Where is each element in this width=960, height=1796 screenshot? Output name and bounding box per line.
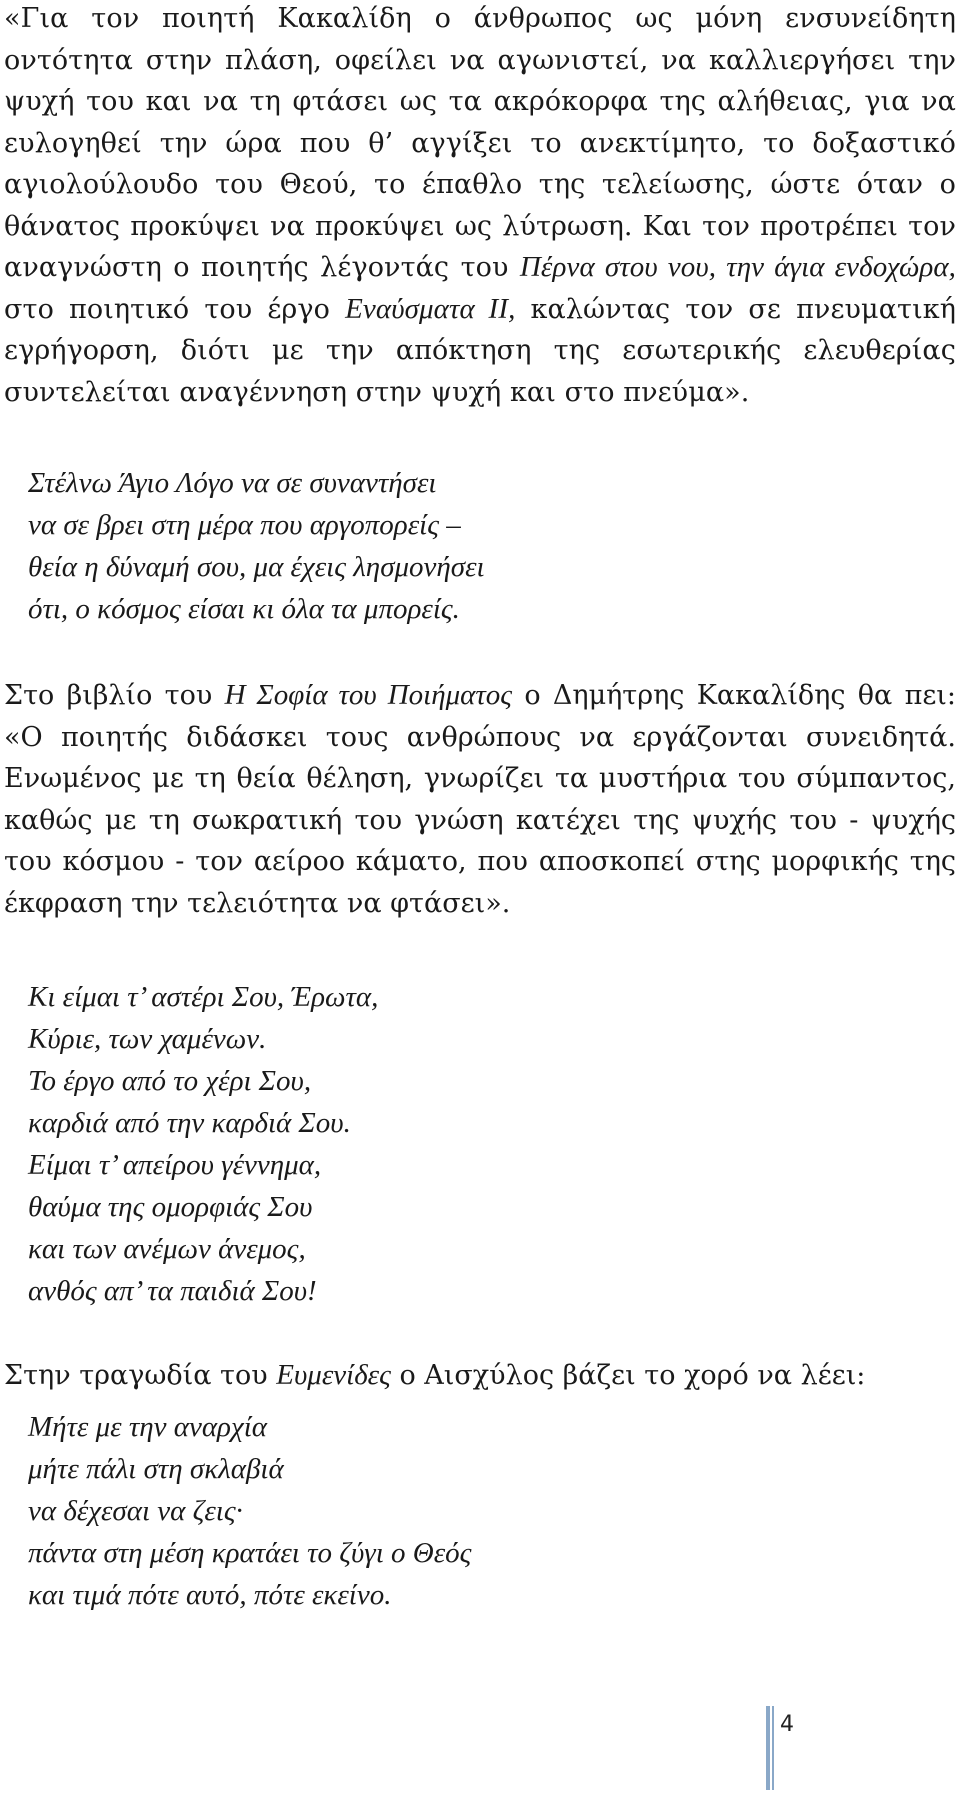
italic-book-title: Η Σοφία του Ποιήματος	[224, 679, 513, 711]
verse-line: θεία η δύναμή σου, μα έχεις λησμονήσει	[28, 551, 485, 583]
verse-line: ότι, ο κόσμος είσαι κι όλα τα μπορείς.	[28, 593, 460, 625]
text-run: ο Δημήτρης Κακαλίδης θα πει: «Ο ποιητής διδάσκει τους ανθρώπους να εργάζονται συνειδητά. Ενωμένος με τη θεία θέληση, γνωρίζει τα μυστήρια του σύμπαντος, καθώς με τη σωκρατική του γνώση κατέχει της ψυχής του - ψυχής του κόσμου - τον αείροο κάματο, που αποσκοπεί στης μορφικής της έκφραση την τελειότητα να φτάσει».	[4, 680, 956, 919]
verse-line: και τιμά πότε αυτό, πότε εκείνο.	[28, 1579, 392, 1611]
paragraph-kakalidis-intro	[4, 0, 956, 413]
text-run: «Για τον ποιητή Κακαλίδη ο άνθρωπος ως μόνη ενσυνείδητη οντότητα στην πλάση, οφείλει να αγωνιστεί, να καλλιεργήσει την ψυχή του και να τη φτάσει ως τα ακρόκορφα της αλήθειας, για να ευλογηθεί την ώρα που θ’ αγγίξει το ανεκτίμητο, το δοξαστικό αγιολούλουδο του Θεού, το έπαθλο της τελείωσης, ώστε όταν ο θάνατος προκύψει να προκύψει ως λύτρωση. Και τον προτρέπει τον αναγνώστη ο ποιητής λέγοντάς του	[4, 3, 956, 283]
verse-line: να δέχεσαι να ζεις·	[28, 1495, 243, 1527]
verse-line: Στέλνω Άγιο Λόγο να σε συναντήσει	[28, 467, 437, 499]
page-number: 4	[780, 1712, 794, 1737]
text-run: ο Αισχύλος βάζει το χορό να λέει:	[390, 1360, 866, 1391]
text-run: Στο βιβλίο του	[4, 680, 225, 711]
verse-block	[28, 976, 378, 1312]
verse-line: Είμαι τ’ απείρου γέννημα,	[28, 1149, 322, 1181]
text-run: στο ποιητικό του έργο	[4, 293, 346, 325]
footer-divider	[766, 1706, 770, 1790]
italic-quote: Πέρνα στου νου, την άγια ενδοχώρα,	[519, 251, 957, 283]
verse-line: θαύμα της ομορφιάς Σου	[28, 1191, 313, 1223]
footer-divider	[772, 1706, 774, 1790]
verse-line: να σε βρει στη μέρα που αργοπορείς –	[28, 509, 461, 541]
verse-line: καρδιά από την καρδιά Σου.	[28, 1107, 351, 1139]
verse-line: Κι είμαι τ’ αστέρι Σου, Έρωτα,	[28, 981, 379, 1013]
text-run: καλώντας τον σε πνευματική εγρήγορση, διότι με την απόκτηση της εσωτερικής ελευθερίας συντελείται αναγέννηση στην ψυχή και στο πνεύμα».	[4, 293, 957, 408]
verse-block	[28, 1406, 471, 1616]
verse-block	[28, 462, 485, 630]
text-run: Στην τραγωδία του	[4, 1360, 277, 1391]
paragraph-eumenides	[4, 1355, 956, 1397]
verse-line: ανθός απ’ τα παιδιά Σου!	[28, 1275, 317, 1307]
verse-line: Το έργο από το χέρι Σου,	[28, 1065, 312, 1097]
verse-line: Μήτε με την αναρχία	[28, 1411, 267, 1443]
verse-line: και των ανέμων άνεμος,	[28, 1233, 306, 1265]
italic-book-title: Εναύσματα ΙΙ,	[345, 292, 516, 325]
italic-play-title: Ευμενίδες	[276, 1359, 391, 1391]
verse-line: μήτε πάλι στη σκλαβιά	[28, 1453, 284, 1485]
verse-line: Κύριε, των χαμένων.	[28, 1023, 267, 1055]
paragraph-sofia-tou-poiimatos	[4, 675, 956, 924]
verse-line: πάντα στη μέση κρατάει το ζύγι ο Θεός	[28, 1537, 472, 1569]
